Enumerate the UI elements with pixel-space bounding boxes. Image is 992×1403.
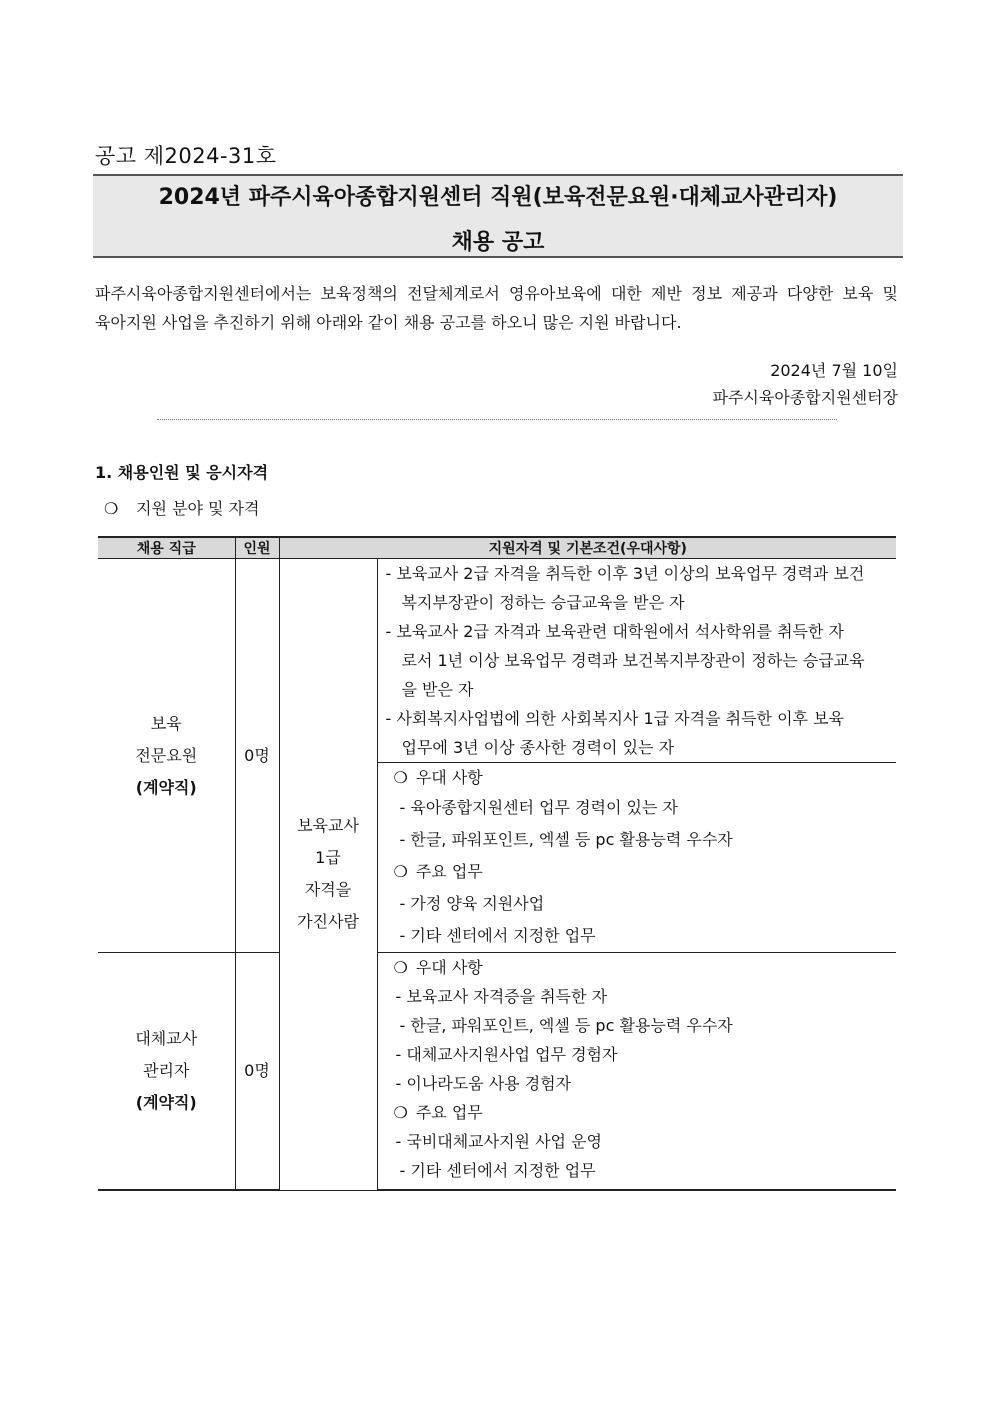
ring-bullet-icon: ❍ — [393, 958, 408, 977]
qualification-text: 1급 — [315, 848, 341, 868]
list-item — [386, 953, 897, 982]
list-item — [386, 856, 897, 888]
qualification-text: 자격을 — [304, 880, 352, 900]
recruitment-table — [98, 536, 896, 1191]
list-item: - 보육교사 2급 자격과 보육관련 대학원에서 석사학위를 취득한 자 — [385, 622, 844, 641]
header-count: 인원 — [235, 537, 279, 559]
position-text: 전문요원 — [135, 745, 198, 765]
list-item: - 보육교사 자격증을 취득한 자 — [395, 987, 608, 1006]
ring-bullet-icon: ❍ — [104, 499, 119, 518]
dotted-divider — [157, 419, 837, 420]
list-item: 을 받은 자 — [401, 680, 474, 699]
basic-qualification-cell — [279, 559, 377, 1191]
ring-bullet-icon: ❍ — [393, 1103, 408, 1122]
sub-heading-text: 지원 분야 및 자격 — [136, 499, 260, 518]
list-item: - 가정 양육 지원사업 — [399, 894, 545, 913]
list-item: 복지부장관이 정하는 승급교육을 받은 자 — [401, 593, 685, 612]
qualification-text: 보육교사 — [297, 816, 359, 836]
header-qualifications: 지원자격 및 기본조건(우대사항) — [279, 537, 896, 559]
intro-paragraph: 파주시육아종합지원센터에서는 보육정책의 전달체계로서 영유아보육에 대한 제반 정보 제공과 다양한 보육 및 육아지원 사업을 추진하기 위해 아래와 같이 채용 공고를 하오니 많은 지원 바랍니다. — [95, 284, 898, 332]
count-cell: 0명 — [235, 559, 279, 953]
list-item: 업무에 3년 이상 종사한 경력이 있는 자 — [401, 738, 675, 757]
position-cell — [98, 953, 235, 1191]
preference-title: 우대 사항 — [415, 768, 483, 787]
preference-title: 우대 사항 — [415, 958, 483, 977]
notice-date: 2024년 7월 10일 — [770, 361, 898, 380]
position-type: (계약직) — [135, 1093, 197, 1112]
signer: 파주시육아종합지원센터장 — [712, 388, 898, 407]
document-title: 2024년 파주시육아종합지원센터 직원(보육전문요원·대체교사관리자) — [158, 185, 838, 210]
position-text: 관리자 — [143, 1061, 190, 1080]
duty-title: 주요 업무 — [415, 862, 483, 881]
duty-title: 주요 업무 — [415, 1103, 483, 1122]
header-position: 채용 직급 — [98, 537, 235, 559]
count-cell: 0명 — [235, 953, 279, 1191]
list-item: - 기타 센터에서 지정한 업무 — [399, 926, 596, 945]
qualification-text: 가진사람 — [297, 912, 359, 932]
list-item: - 기타 센터에서 지정한 업무 — [399, 1161, 596, 1180]
list-item: - 이나라도움 사용 경험자 — [395, 1074, 572, 1093]
list-item: - 보육교사 2급 자격을 취득한 이후 3년 이상의 보육업무 경력과 보건 — [385, 564, 865, 583]
list-item: - 한글, 파워포인트, 엑셀 등 pc 활용능력 우수자 — [399, 830, 733, 849]
list-item: 로서 1년 이상 보육업무 경력과 보건복지부장관이 정하는 승급교육 — [401, 651, 865, 670]
qualification-list-cell — [377, 559, 896, 763]
list-item: - 국비대체교사지원 사업 운영 — [395, 1132, 603, 1151]
list-item — [386, 1098, 897, 1127]
table-row — [98, 953, 896, 1191]
list-item: - 사회복지사업법에 의한 사회복지사 1급 자격을 취득한 이후 보육 — [385, 709, 844, 728]
list-item: - 대체교사지원사업 업무 경험자 — [395, 1045, 618, 1064]
ring-bullet-icon: ❍ — [393, 862, 408, 881]
section-heading: 1. 채용인원 및 응시자격 — [95, 463, 269, 482]
notice-number: 공고 제2024-31호 — [95, 144, 277, 168]
ring-bullet-icon: ❍ — [393, 768, 408, 787]
sub-heading — [104, 496, 259, 519]
document-subtitle: 채용 공고 — [451, 230, 545, 255]
list-item — [386, 763, 897, 792]
position-text: 보육 — [150, 713, 182, 733]
list-item: - 한글, 파워포인트, 엑셀 등 pc 활용능력 우수자 — [399, 1016, 733, 1035]
position-type: (계약직) — [135, 777, 197, 797]
position-text: 대체교사 — [135, 1029, 198, 1048]
table-header-row — [98, 537, 896, 559]
preference-duty-cell — [377, 953, 896, 1191]
position-cell — [98, 559, 235, 953]
table-row — [98, 559, 896, 763]
preference-duty-cell — [377, 763, 896, 953]
list-item: - 육아종합지원센터 업무 경력이 있는 자 — [399, 798, 678, 817]
document-title-box — [93, 174, 903, 258]
